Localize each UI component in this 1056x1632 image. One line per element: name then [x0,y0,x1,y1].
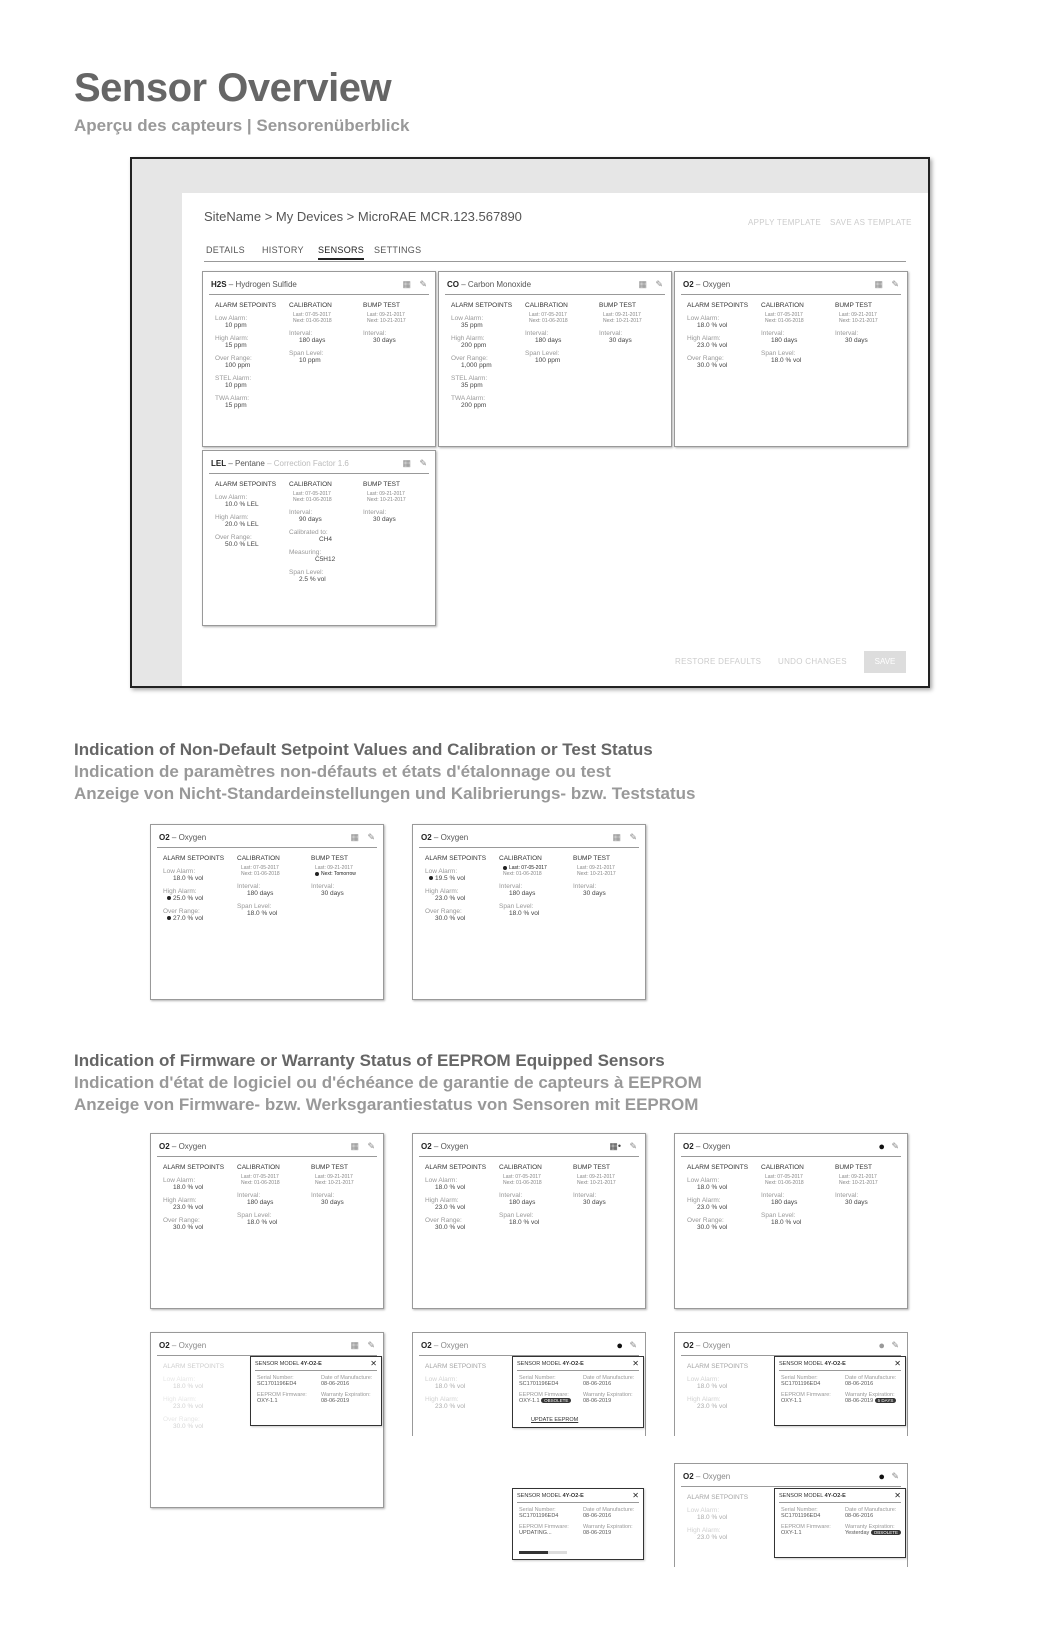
sensor-card-o2-calstatus[interactable]: O2 – Oxygen ▦ ✎ ALARM SETPOINTS Low Alarm: 19.5 % vol High Alarm: 23.0 % vol Over Range: 30.0 % vol CALIBRATION Last: 07-05-2017 Next: 01-06-2018 Interval: 180 days Span Level: 18.0 % vol BUMP TEST Last: 09-21-2017 Next: 10-21-2017 Interval: 30 days [412,824,646,1000]
chip-icon[interactable]: ▦ [402,279,411,289]
close-icon[interactable]: ✕ [894,1491,901,1500]
sensor-info-popup-updating: SENSOR MODEL 4Y-O2-E ✕ Serial Number: SC1701196ED4 EEPROM Firmware: UPDATING... Date of Manufacture: 08-06-2016 Warranty Expiration: 08-06-2019 [512,1488,644,1560]
update-progress-bar [519,1551,567,1554]
sensor-card-o2-popup-2[interactable]: O2 – Oxygen ● ✎ ALARM SETPOINTS Low Alarm: 18.0 % vol High Alarm: 23.0 % vol [412,1332,646,1436]
section3-title: Indication of Firmware or Warranty Status of EEPROM Equipped Sensors [74,1051,665,1070]
section2-title-de: Anzeige von Nicht-Standardeinstellungen und Kalibrierungs- bzw. Teststatus [74,784,696,803]
warning-dot-icon[interactable]: ● [878,1141,885,1153]
edit-icon[interactable]: ✎ [891,279,899,289]
restore-defaults-button[interactable]: RESTORE DEFAULTS [675,657,762,666]
sensor-card-o2-eeprom-firmware[interactable]: O2 – Oxygen ▦• ✎ ALARM SETPOINTS Low Alarm: 18.0 % vol High Alarm: 23.0 % vol Over Range: 30.0 % vol CALIBRATION Last: 07-05-2017 Next: 01-06-2018 Interval: 180 days Span Level: 18.0 % vol BUMP TEST Last: 09-21-2017 Next: 10-21-2017 Interval: 30 days [412,1133,646,1309]
edit-icon[interactable]: ✎ [891,1340,899,1350]
edit-icon[interactable]: ✎ [367,1141,375,1151]
chip-alert-icon[interactable]: ▦• [609,1141,621,1151]
tab-history[interactable]: HISTORY [262,245,304,255]
expired-badge: 5 DAYS [875,1398,897,1403]
tab-settings[interactable]: SETTINGS [374,245,422,255]
sensor-card-o2-popup-4[interactable]: O2 – Oxygen ● ✎ ALARM SETPOINTS Low Alarm: 18.0 % vol High Alarm: 23.0 % vol [674,1463,908,1567]
close-icon[interactable]: ✕ [632,1359,639,1368]
sensor-card-o2-nondefault[interactable]: O2 – Oxygen ▦ ✎ ALARM SETPOINTS Low Alarm: 18.0 % vol High Alarm: 25.0 % vol Over Range: 27.0 % vol CALIBRATION Last: 07-05-2017 Next: 01-06-2018 Interval: 180 days Span Level: 18.0 % vol BUMP TEST Last: 09-21-2017 Next: Tomorrow Interval: 30 days [150,824,384,1000]
sensor-card-o2-popup-1[interactable]: O2 – Oxygen ▦ ✎ [150,1332,384,1508]
section3-title-fr: Indication d'état de logiciel ou d'échéance de garantie de capteurs à EEPROM [74,1073,702,1092]
edit-icon[interactable]: ✎ [367,1340,375,1350]
edit-icon[interactable]: ✎ [891,1471,899,1481]
page-subtitle: Aperçu des capteurs | Sensorenüberblick [74,116,410,135]
save-as-template-button[interactable]: SAVE AS TEMPLATE [830,218,912,227]
warning-dot-icon[interactable]: ● [878,1340,885,1352]
section3-title-de: Anzeige von Firmware- bzw. Werksgarantiestatus von Sensoren mit EEPROM [74,1095,699,1114]
status-dot-icon [503,866,507,870]
chip-icon[interactable]: ▦ [638,279,647,289]
sensor-info-popup-4: SENSOR MODEL 4Y-O2-E ✕ Serial Number: SC1701196ED4 EEPROM Firmware: OXY-1.1 Date of Manufacture: 08-06-2016 Warranty Expiration: Yesterday OBSOLETE [774,1488,906,1558]
tab-sensors[interactable]: SENSORS [318,245,364,260]
edit-icon[interactable]: ✎ [655,279,663,289]
obsolete-badge: OBSOLETE [541,1398,571,1403]
sensor-card-o2[interactable]: O2 – Oxygen ▦ ✎ ALARM SETPOINTS Low Alarm: 18.0 % vol High Alarm: 23.0 % vol Over Range: 30.0 % vol CALIBRATION Last: 07-05-2017 Next: 01-06-2018 Interval: 180 days Span Level: 18.0 % vol BUMP TEST Last: 09-21-2017 Next: 10-21-2017 Interval: 30 days [674,271,908,447]
tab-divider [204,261,906,262]
status-dot-icon [167,896,171,900]
close-icon[interactable]: ✕ [370,1359,377,1368]
chip-icon[interactable]: ▦ [874,279,883,289]
sensor-card-lel[interactable]: LEL – Pentane – Correction Factor 1.6 ▦ ✎ ALARM SETPOINTS Low Alarm: 10.0 % LEL High Alarm: 20.0 % LEL Over Range: 50.0 % LEL CALIBRATION Last: 07-05-2017 Next: 01-06-2018 Interval: 90 days Calibrated to: CH4 Measuring: C5H12 Span Level: 2.5 % vol BUMP TEST Last: 09-21-2017 Next: 10-21-2017 Interval: 30 days [202,450,436,626]
section2-title: Indication of Non-Default Setpoint Values and Calibration or Test Status [74,740,653,759]
edit-icon[interactable]: ✎ [419,279,427,289]
sensor-card-h2s[interactable]: H2S – Hydrogen Sulfide ▦ ✎ ALARM SETPOINTS Low Alarm: 10 ppm High Alarm: 15 ppm Over Range: 100 ppm STEL Alarm: 10 ppm TWA Alarm: 15 ppm CALIBRATION Last: 07-05-2017 Next: 01-06-2018 Interval: 180 days Span Level: 10 ppm BUMP TEST Last: 09-21-2017 Next: 10-21-2017 Interval: 30 days [202,271,436,447]
chip-icon[interactable]: ▦ [350,832,359,842]
warning-dot-icon[interactable]: ● [878,1471,885,1483]
chip-icon[interactable]: ▦ [350,1141,359,1151]
close-icon[interactable]: ✕ [632,1491,639,1500]
status-dot-icon [315,872,319,876]
breadcrumb[interactable]: SiteName > My Devices > MicroRAE MCR.123.567890 [204,209,522,224]
status-dot-icon [167,916,171,920]
card-title: CO – Carbon Monoxide [447,280,532,289]
sensor-info-popup-1: SENSOR MODEL 4Y-O2-E ✕ Serial Number: SC1701196ED4 EEPROM Firmware: OXY-1.1 Date of Manufacture: 08-06-2016 Warranty Expiration: 08-06-2019 [250,1356,382,1426]
sensor-card-co[interactable]: CO – Carbon Monoxide ▦ ✎ ALARM SETPOINTS Low Alarm: 35 ppm High Alarm: 200 ppm Over Range: 1,000 ppm STEL Alarm: 35 ppm TWA Alarm: 200 ppm CALIBRATION Last: 07-05-2017 Next: 01-06-2018 Interval: 180 days Span Level: 100 ppm BUMP TEST Last: 09-21-2017 Next: 10-21-2017 Interval: 30 days [438,271,672,447]
edit-icon[interactable]: ✎ [419,458,427,468]
chip-icon[interactable]: ▦ [350,1340,359,1350]
edit-icon[interactable]: ✎ [629,1340,637,1350]
card-title: H2S – Hydrogen Sulfide [211,280,297,289]
update-eeprom-link[interactable]: UPDATE EEPROM [531,1417,579,1423]
obsolete-badge: OBSOLETE [871,1530,901,1535]
edit-icon[interactable]: ✎ [629,832,637,842]
sensor-info-popup-2: SENSOR MODEL 4Y-O2-E ✕ Serial Number: SC1701196ED4 EEPROM Firmware: OXY-1.1 OBSOLETE Date of Manufacture: 08-06-2016 Warranty Expiration: 08-06-2019 UPDATE EEPROM [512,1356,644,1428]
page-title: Sensor Overview [74,66,392,110]
tab-details[interactable]: DETAILS [206,245,245,255]
card-title: O2 – Oxygen [683,280,731,289]
edit-icon[interactable]: ✎ [891,1141,899,1151]
undo-changes-button[interactable]: UNDO CHANGES [778,657,847,666]
status-dot-icon [429,876,433,880]
apply-template-button[interactable]: APPLY TEMPLATE [748,218,821,227]
section2-title-fr: Indication de paramètres non-défauts et états d'étalonnage ou test [74,762,611,781]
card-title: LEL – Pentane – Correction Factor 1.6 [211,459,349,468]
chip-icon[interactable]: ▦ [612,832,621,842]
sensor-card-o2-eeprom-warranty[interactable]: O2 – Oxygen ● ✎ ALARM SETPOINTS Low Alarm: 18.0 % vol High Alarm: 23.0 % vol Over Range: 30.0 % vol CALIBRATION Last: 07-05-2017 Next: 01-06-2018 Interval: 180 days Span Level: 18.0 % vol BUMP TEST Last: 09-21-2017 Next: 10-21-2017 Interval: 30 days [674,1133,908,1309]
sensor-info-popup-3: SENSOR MODEL 4Y-O2-E ✕ Serial Number: SC1701196ED4 EEPROM Firmware: OXY-1.1 Date of Manufacture: 08-06-2016 Warranty Expiration: 08-06-2019 5 DAYS [774,1356,906,1426]
warning-dot-icon[interactable]: ● [616,1340,623,1352]
sensor-card-o2-eeprom-ok[interactable]: O2 – Oxygen ▦ ✎ ALARM SETPOINTS Low Alarm: 18.0 % vol High Alarm: 23.0 % vol Over Range: 30.0 % vol CALIBRATION Last: 07-05-2017 Next: 01-06-2018 Interval: 180 days Span Level: 18.0 % vol BUMP TEST Last: 09-21-2017 Next: 10-21-2017 Interval: 30 days [150,1133,384,1309]
close-icon[interactable]: ✕ [894,1359,901,1368]
chip-icon[interactable]: ▦ [402,458,411,468]
save-button[interactable]: SAVE [864,651,906,673]
edit-icon[interactable]: ✎ [367,832,375,842]
sensor-card-o2-popup-3[interactable]: O2 – Oxygen ● ✎ ALARM SETPOINTS Low Alarm: 18.0 % vol High Alarm: 23.0 % vol [674,1332,908,1436]
edit-icon[interactable]: ✎ [629,1141,637,1151]
